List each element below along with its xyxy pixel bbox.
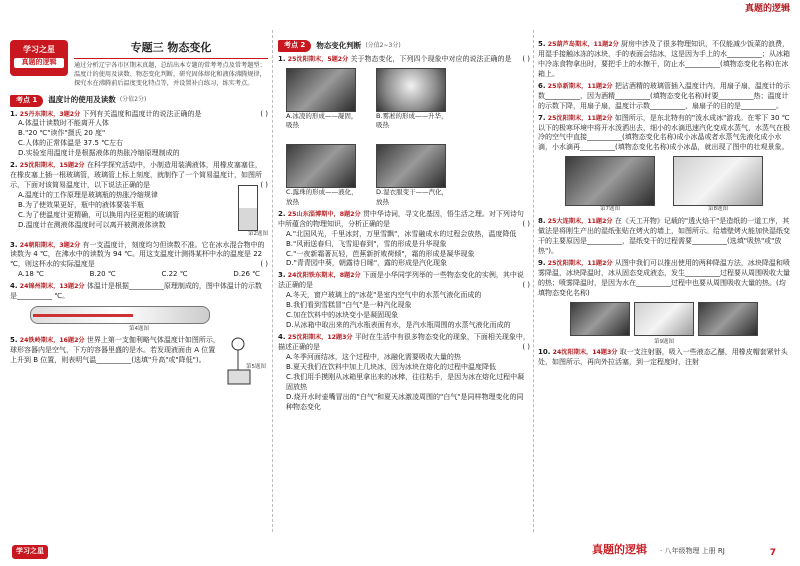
question-4 xyxy=(10,282,268,334)
question-number: 10. xyxy=(538,348,551,357)
question-2 xyxy=(10,161,268,238)
question-number: 4. xyxy=(10,282,18,291)
logo-line1: 学习之星 xyxy=(23,45,55,54)
question-number: 5. xyxy=(538,40,546,48)
logo xyxy=(10,40,68,76)
question-stem: 关于物态变化，下列四个现象中对应的说法正确的是 xyxy=(350,54,512,63)
option-d: D."青青园中葵，朝露待日晞"，露的形成是汽化现象 xyxy=(286,259,448,268)
figure-caption: 第4题图 xyxy=(129,326,149,333)
option-d: D.实验室用温度计是根据液体的热胀冷缩原理制成的 xyxy=(18,149,180,158)
footer xyxy=(0,540,800,566)
question-stem: 把沾酒精的玻璃管插入温度计内，用扇子扇，温度计的示数__________，因为酒精__________(填物态变化名称)时要__________热；温度计的示数下降，用扇子扇，温度计示数__________，扇扇子的目的是__________。 xyxy=(538,81,790,110)
page-number: 7 xyxy=(769,548,776,559)
question-source: 25山东淄博期中，8题2分 xyxy=(287,210,361,218)
column-divider xyxy=(533,30,534,532)
figure-caption: 第8题图 xyxy=(708,206,728,213)
header-brand: 真题的逻辑 xyxy=(744,4,790,14)
question-source: 25丹东期末，3题2分 xyxy=(19,110,81,118)
question-source: 25沈阳期末，12题3分 xyxy=(287,334,353,341)
question-number: 5. xyxy=(10,335,18,344)
question-stem: 下列有关温度和温度计的说法正确的是 xyxy=(82,109,202,118)
question-stem: 下面是小华同学列举的一些物态变化的实例，其中说法正确的是 xyxy=(278,271,524,290)
question-1 xyxy=(10,110,268,160)
dew-photo xyxy=(286,144,356,188)
logo-line2: 真题的逻辑 xyxy=(14,58,64,68)
question-stem: 世界上第一支伽利略气体温度计如图所示，球形容器内是空气，下方的容器里盛的是水。若发现液面由 A 位置上升到 B 位置，则表明气温__________(选填"升高"或"降低")。 xyxy=(10,335,220,364)
option-d: D.26 ℃ xyxy=(233,270,260,279)
option-b: B.为了使效果更好，瓶中的液体要装半瓶 xyxy=(18,200,145,209)
topic-intro: 通过分析辽宁各市区期末真题，总结出本专题的常考考点及常考题型：温度计的使用及读数、物态变化判断，研究固体熔化和液体沸腾规律，探究水在沸腾前后温度变化特点等，并设置补白练习，练实考点。 xyxy=(74,61,266,87)
option-b: B."20 ℃"读作"摄氏 20 度" xyxy=(18,129,106,138)
option-b: B.我们看到雪糕冒"白气"是一种汽化现象 xyxy=(286,301,412,310)
question-number: 2. xyxy=(278,209,286,218)
question-source: 24朝阳期末，3题2分 xyxy=(19,241,81,249)
question-number: 7. xyxy=(538,113,546,122)
question-number: 9. xyxy=(538,258,546,267)
figure-row xyxy=(538,302,790,336)
question-stem: 取一支注射器，吸入一些液态乙醚，用橡皮帽套紧针头处，如图所示，再向外拉活塞，到一定程度时，注射 xyxy=(538,348,788,367)
cooling-photo-3 xyxy=(698,302,758,336)
footer-brand: 真题的逻辑 xyxy=(592,543,647,557)
question-number: 1. xyxy=(10,109,18,118)
figure-row xyxy=(538,156,790,214)
question-number: 3. xyxy=(10,240,18,249)
point-score: (分值2~3分) xyxy=(365,41,401,49)
point-2-header xyxy=(278,40,530,52)
question-stem: 如图所示，是东北特有的"泼水成冰"游戏。在零下 30 ℃以下的极寒环境中将开水泼洒出去，细小的水滴迅速汽化变成水蒸气，水蒸气在极冷的空气中直接__________(填物态变化名称)成小冰晶或者水蒸气先液化成小水滴，小水滴再__________(填物态变化名称)成小冰晶，就出现了图中的壮观景象。 xyxy=(538,113,790,152)
column-divider xyxy=(272,30,273,532)
galileo-thermometer-figure xyxy=(224,336,264,388)
question-10 xyxy=(538,40,790,80)
icicle-photo xyxy=(286,68,356,112)
question-12 xyxy=(538,114,790,215)
option-c: C.加在饮料中的冰块变小是凝固现象 xyxy=(286,311,399,320)
question-14 xyxy=(538,259,790,347)
cooling-photo-1 xyxy=(570,302,630,336)
question-stem: 有一支温度计，刻度均匀但读数不准。它在冰水混合物中的读数为 4 ℃，在沸水中的读数为 94 ℃。用这支温度计测得某杯中水的温度是 22 ℃，则这杯水的实际温度是 xyxy=(10,240,265,269)
splash-ice-photo xyxy=(565,156,655,206)
question-source: 25沈阳期末，5题2分 xyxy=(287,55,349,63)
question-source: 24铁岭期末，16题2分 xyxy=(19,336,85,344)
question-number: 6. xyxy=(538,81,546,90)
column-middle xyxy=(278,22,530,534)
answer-paren: ( ) xyxy=(260,181,268,190)
question-source: 25大连期末，11题2分 xyxy=(547,218,613,226)
question-number: 8. xyxy=(538,217,546,226)
question-8 xyxy=(278,271,530,331)
question-number: 4. xyxy=(278,333,286,341)
question-number: 2. xyxy=(10,161,18,170)
figure-caption: 第7题图 xyxy=(600,206,620,213)
topic-title: 专题三 物态变化 xyxy=(74,40,268,59)
footer-subtitle: · 八年级物理 上册 RJ xyxy=(660,547,725,556)
question-9 xyxy=(278,333,530,413)
question-source: 25沈阳期末，11题2分 xyxy=(547,259,613,267)
question-source: 24沈阳期末，14题3分 xyxy=(552,349,618,357)
question-source: 25沈阳期末，11题2分 xyxy=(547,114,613,122)
question-source: 24沈阳铁东期末，8题2分 xyxy=(287,272,361,280)
point-tag: 考点 2 xyxy=(278,40,311,52)
answer-paren: ( ) xyxy=(522,281,530,290)
figure-caption: 第5题图 xyxy=(246,363,266,370)
answer-paren: ( ) xyxy=(522,342,530,351)
figure-caption: 第9题图 xyxy=(654,338,674,345)
question-source: 25沈阳期末，15题2分 xyxy=(19,162,85,170)
bottle-thermometer-figure xyxy=(238,185,258,231)
option-d: D.从冰箱中取出来的汽水瓶表面有水，是汽水瓶周围的水蒸气液化而成的 xyxy=(286,321,511,330)
column-right xyxy=(538,22,790,534)
question-source: 25葫芦岛期末，11题2分 xyxy=(547,41,619,48)
photo-grid xyxy=(278,68,530,207)
question-3 xyxy=(10,241,268,281)
option-a: A.温度计的工作原理是玻璃瓶的热胀冷缩规律 xyxy=(18,191,158,199)
question-source: 25阜新期末，11题2分 xyxy=(547,82,613,90)
option-b: B.20 ℃ xyxy=(89,270,116,279)
answer-paren: ( ) xyxy=(260,260,268,269)
option-a: A.18 ℃ xyxy=(18,270,44,279)
question-11 xyxy=(538,82,790,112)
point-1-header xyxy=(10,95,268,107)
answer-paren: ( ) xyxy=(522,219,530,228)
question-stem: 贯中华诗词，寻文化基因，悟生活之理。对下列诗句中所蕴含的物理知识，分析正确的是 xyxy=(278,209,524,228)
question-5 xyxy=(10,335,268,370)
photo-caption-c: C.露珠的形成——液化，放热 xyxy=(286,188,358,206)
option-c: C."一夜新霜著瓦轻，芭蕉新折败荷倾"，霜的形成是凝华现象 xyxy=(286,249,475,258)
question-number: 1. xyxy=(278,54,286,63)
option-d: D.温度计在测液体温度时可以离开被测液体读数 xyxy=(18,220,166,229)
question-stem: 在科学探究活动中，小制造用装满液体，用橡皮塞塞住，在橡皮塞上插一根玻璃管，玻璃管上标上刻度，就制作了一个简易温度计，如图所示，下面对该简易温度计，以下说法正确的是 xyxy=(10,161,262,190)
option-c: C.人体的正常体温是 37.5 ℃左右 xyxy=(18,139,124,148)
option-c: C.为了使温度计更精确，可以换用内径更粗的玻璃管 xyxy=(18,210,180,219)
footer-logo: 学习之星 xyxy=(12,545,48,559)
question-stem: 厨房中涉及了很多物理知识，不仅能减少饭菜的浪费，用湿手接触冰冻的冰块，手的表面会结冰，这是因为手上的水__________；从冰箱中冷冻食物拿出时，要把手上的水擦干，防止水__________(填物态变化名称)在冰箱上。 xyxy=(538,40,790,78)
paper-drying-figure xyxy=(673,156,763,206)
answer-paren: ( ) xyxy=(522,54,530,63)
option-b: B."风雨送春归，飞雪迎春到"，雪的形成是升华现象 xyxy=(286,239,447,248)
question-stem: 体温计是根据__________原理制成的，图中体温计的示数是__________ ℃。 xyxy=(10,282,262,301)
question-stem: 平时在生活中有很多物态变化的现象，下面相关现象中，描述正确的是 xyxy=(278,333,530,351)
option-c: C.我们用手摸刚从冰箱里拿出来的冰棒，往往粘手，是因为冰在熔化过程中凝固放热 xyxy=(286,372,525,391)
question-number: 3. xyxy=(278,271,286,280)
question-15 xyxy=(538,348,790,368)
question-13 xyxy=(538,217,790,257)
top-bar xyxy=(0,0,800,20)
point-title: 温度计的使用及读数 xyxy=(48,95,116,105)
option-a: A.冬天，窗户玻璃上的"冰花"是室内空气中的水蒸气液化而成的 xyxy=(286,291,482,300)
option-a: A."北国风光，千里冰封，万里雪飘"，冰雪融成水的过程会放热，温度降低 xyxy=(286,229,517,238)
point-score: (分值2分) xyxy=(119,96,147,104)
question-6 xyxy=(278,55,530,207)
option-b: B.夏天我们在饮料中加上几块冰，因为冰块在熔化的过程中温度降低 xyxy=(286,362,497,371)
photo-caption-d: D.湿衣服变干——汽化，放热 xyxy=(376,188,449,206)
photo-caption-b: B.雾凇的形成——升华，吸热 xyxy=(376,111,448,130)
option-a: A.冬季河面结冰，这个过程中，冰融化需要吸收大量的热 xyxy=(286,352,461,361)
question-stem: 在《天工开物》记载的"透火焙干"是造纸的一道工序，其做法是将刚生产出的湿纸张贴在烤火的墙上，如图所示。给墙壁烤火能加快湿纸变干的主要原因是__________，湿纸变干的过程需要__________(选填"吸热"或"放热")。 xyxy=(538,217,790,255)
answer-paren: ( ) xyxy=(260,109,268,118)
option-d: D.烧开水时壶嘴冒出的"白气"和夏天冰激凌周围的"白气"是同样物理变化的同种物态变化 xyxy=(286,392,524,411)
question-stem: 从图中我们可以推出使用的两种降温方法，冰块降温和喷雾降温，冰块降温时，冰从固态变成液态，发生__________过程要从周围吸收大量的热；喷雾降温时，是因为水在__________过程中也要从周围吸收大量的热。(均填物态变化名称) xyxy=(538,258,790,297)
column-left xyxy=(10,22,268,534)
figure-caption: 第2题图 xyxy=(248,230,268,237)
point-title: 物态变化判断 xyxy=(316,40,362,50)
question-7 xyxy=(278,210,530,270)
clothes-photo xyxy=(376,144,446,188)
question-source: 24锦州期末，13题2分 xyxy=(19,283,85,291)
clinical-thermometer-figure xyxy=(30,306,210,324)
option-a: A.体温计读数时不能离开人体 xyxy=(18,119,109,128)
cooling-photo-2 xyxy=(634,302,694,336)
option-c: C.22 ℃ xyxy=(161,270,188,279)
rime-photo xyxy=(376,68,446,112)
photo-caption-a: A.冰凌的形成——凝固，吸热 xyxy=(286,111,358,130)
point-tag: 考点 1 xyxy=(10,95,43,107)
